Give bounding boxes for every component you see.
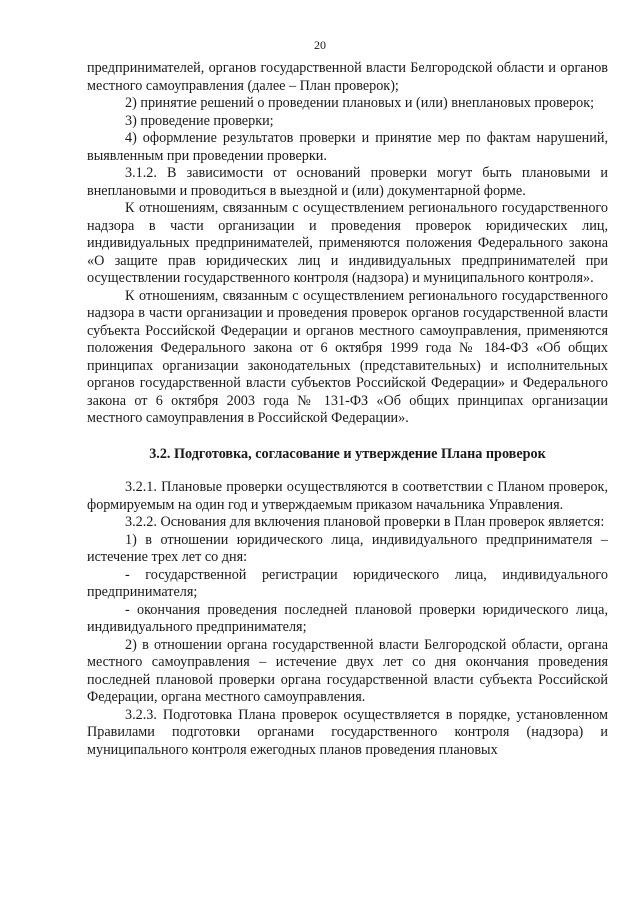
paragraph: К отношениям, связанным с осуществлением регионального государственного надзора в части организации и проведения проверок юридических лиц, индивидуальных предпринимателей, применяются положения Федерального закона «О защите прав юридических лиц и индивидуальных предпринимателей при осуществлении государственного контроля (надзора) и муниципального контроля». xyxy=(87,200,608,286)
page-body xyxy=(87,60,608,759)
paragraph: К отношениям, связанным с осуществлением регионального государственного надзора в части организации и проведения проверок органов государственной власти субъекта Российской Федерации и органов местного самоуправления, применяются положения Федерального закона от 6 октября 1999 года № 184-ФЗ «Об общих принципах организации законодательных (представительных) и исполнительных органов государственной власти субъектов Российской Федерации» и Федерального закона от 6 октября 2003 года № 131-ФЗ «Об общих принципах организации местного самоуправления в Российской Федерации». xyxy=(87,287,608,426)
page-number: 20 xyxy=(314,38,326,52)
paragraph: 3.2.1. Плановые проверки осуществляются в соответствии с Планом проверок, формируемым на один год и утверждаемым приказом начальника Управления. xyxy=(87,479,608,513)
list-item: 3) проведение проверки; xyxy=(125,112,274,129)
list-item: 2) принятие решений о проведении плановых и (или) внеплановых проверок; xyxy=(125,95,595,111)
list-item: 2) в отношении органа государственной власти Белгородской области, органа местного самоуправления – истечение двух лет со дня окончания проведения последней плановой проверки органа государственной власти субъекта Российской Федерации, органа местного самоуправления. xyxy=(87,636,608,705)
paragraph: 3.2.3. Подготовка Плана проверок осуществляется в порядке, установленном Правилами подготовки органами государственного контроля (надзора) и муниципального контроля ежегодных планов проведения плановых xyxy=(87,706,608,758)
paragraph: предпринимателей, органов государственной власти Белгородской области и органов местного самоуправления (далее – План проверок); xyxy=(87,60,608,94)
list-item: - окончания проведения последней плановой проверки юридического лица, индивидуального предпринимателя; xyxy=(87,601,608,635)
list-item: 4) оформление результатов проверки и принятие мер по фактам нарушений, выявленным при проведении проверки. xyxy=(87,130,608,164)
paragraph: 3.2.2. Основания для включения плановой проверки в План проверок является: xyxy=(125,514,605,530)
list-item: 1) в отношении юридического лица, индивидуального предпринимателя – истечение трех лет со дня: xyxy=(87,531,608,565)
section-heading: 3.2. Подготовка, согласование и утверждение Плана проверок xyxy=(149,445,546,462)
list-item: - государственной регистрации юридического лица, индивидуального предпринимателя; xyxy=(87,566,608,600)
paragraph: 3.1.2. В зависимости от оснований проверки могут быть плановыми и внеплановыми и проводиться в выездной и (или) документарной форме. xyxy=(87,165,608,199)
